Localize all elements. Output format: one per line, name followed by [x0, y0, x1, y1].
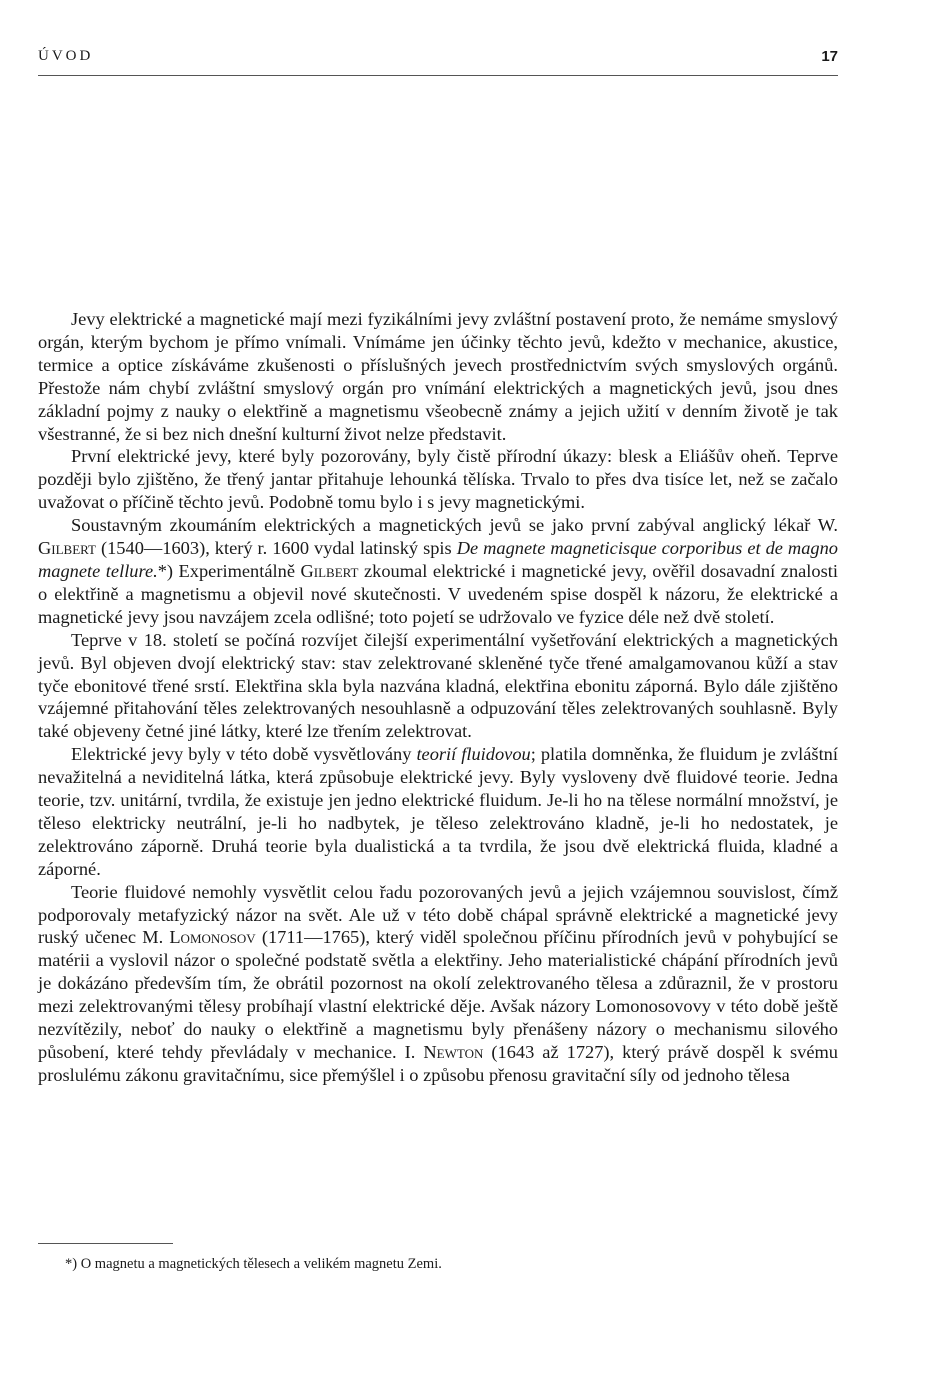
running-header [38, 48, 838, 78]
main-text [38, 308, 838, 1087]
paragraph-4: Teprve v 18. století se počíná rozvíjet čilejší experimentální vyšetřování elektrických a magnetických jevů. Byl objeven dvojí elektrický stav: stav zelektrované skleněné tyče třené amalgamovanou kůží a stav tyče ebonitové třené srstí. Elektřina skla byla nazvána kladná, elektřina ebonitu záporná. Bylo dále zjištěno vzájemné přitahování těles zelektrovaných nesouhlasně a odpuzování těles zelektrovaných souhlasně. Byly také objeveny četné jiné látky, které lze třením zelektrovat. [38, 629, 838, 742]
text-run: Teorie fluidové nemohly vysvětlit celou řadu pozorovaných jevů a jejich vzájemnou souvislost, čímž podporovaly metafyzický názor na svět. Ale už v této době chápal správně elektrické a magnetické jevy ruský učenec M. [38, 881, 838, 948]
header-rule [38, 75, 838, 76]
text-run: zkoumal elektrické i magnetické jevy, ověřil dosavadní znalosti o elektřině a magnetismu a objevil nové skutečnosti. V uvedeném spise dospěl k názoru, že elektrické a magnetické jevy jsou navzájem zcela odlišné; toto pojetí se udržovalo ve fyzice déle než dvě století. [38, 560, 838, 627]
person-name-gilbert: Gilbert [300, 560, 359, 581]
paragraph-2: První elektrické jevy, které byly pozorovány, byly čistě přírodní úkazy: blesk a Eliášův oheň. Teprve později bylo zjištěno, že třený jantar přitahuje lehounká tělíska. Trvalo to přes dva tisíce let, než se začalo uvažovat o příčině těchto jevů. Podobně tomu bylo i s jevy magnetickými. [38, 446, 838, 513]
person-name-newton: Newton [423, 1042, 484, 1062]
footnote: *) O magnetu a magnetických tělesech a velikém magnetu Zemi. [65, 1256, 442, 1272]
chapter-title: ÚVOD [38, 48, 94, 64]
text-run: (1540—1603), který r. 1600 vydal latinský spis [96, 538, 457, 559]
page-number: 17 [821, 48, 838, 65]
paragraph-6 [38, 881, 838, 1087]
text-run: ; platila domněnka, že fluidum je zvláštní nevažitelná a neviditelná látka, která způsobuje elektrické jevy. Byly vysloveny dvě fluidové teorie. Jedna teorie, tzv. unitární, tvrdila, že existuje jen jedno elektrické fluidum. Je-li ho na tělese normální množství, je těleso elektricky neutrální, je-li ho nadbytek, je těleso zelektrováno kladně, je-li ho nedostatek, je zelektrováno záporně. Druhá teorie byla dualistická a ta tvrdila, že jsou dvě elektrická fluida, kladné a záporné. [38, 744, 838, 879]
person-name-lomonosov: Lomonosov [169, 927, 256, 948]
book-title: De magnete magneticisque corporibus et de magno magnete tellure. [38, 538, 838, 581]
paragraph-5 [38, 743, 838, 880]
term-fluid-theory: teorií fluidovou [416, 744, 531, 765]
text-run: Soustavným zkoumáním elektrických a magnetických jevů se jako první zabýval anglický lékař W. [71, 515, 838, 536]
person-name-gilbert: Gilbert [38, 538, 96, 559]
text-run: *) Experimentálně [157, 560, 301, 581]
footnote-rule [38, 1243, 173, 1244]
text-run: (1643 až 1727), který právě dospěl k svému proslulému zákonu gravitačnímu, sice přemýšlel i o způsobu přenosu gravitační síly od jednoho tělesa [38, 1042, 838, 1085]
paragraph-3 [38, 514, 838, 629]
text-run: Elektrické jevy byly v této době vysvětlovány [71, 744, 417, 765]
text-run: (1711—1765), který viděl společnou příčinu přírodních jevů v pohybující se matérii a vyslovil názor o společné podstatě světla a elektřiny. Jeho materialistické chápání přírodních jevů je dokázáno především tím, že obrátil pozornost na okolí zelektrovaného tělesa a zdůraznil, že v prostoru mezi zelektrovanými tělesy probíhají vlastní elektrické děje. Avšak názory Lomonosovovy v této době ještě nezvítězily, neboť do nauky o elektřině a magnetismu byly přenášeny názory o mechanismu silového působení, které tehdy převládaly v mechanice. I. [38, 927, 839, 1062]
paragraph-1: Jevy elektrické a magnetické mají mezi fyzikálními jevy zvláštní postavení proto, že nemáme smyslový orgán, kterým bychom je přímo vnímali. Vnímáme jen účinky těchto jevů, kdežto v mechanice, akustice, termice a optice získáváme zkušenosti o příslušných jevech prostřednictvím svých smyslových orgánů. Přestože nám chybí zvláštní smyslový orgán pro vnímání elektrických a magnetických jevů, jsou dnes základní pojmy z nauky o elektřině a magnetismu všeobecně známy a jejich užití v denním životě je tak všestranné, že si bez nich dnešní kulturní život nelze představit. [38, 309, 838, 444]
